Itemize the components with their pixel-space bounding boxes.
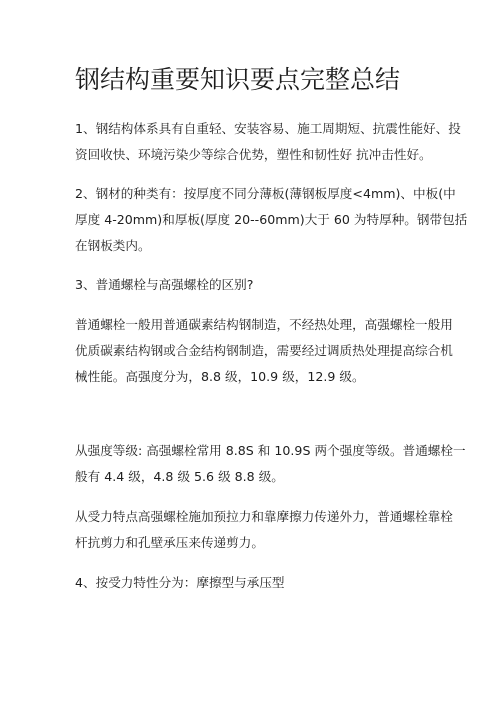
paragraph-line: 厚度 4-20mm)和厚板(厚度 20--60mm)大于 60 为特厚种。钢带包括: [75, 212, 468, 227]
paragraph-line: 般有 4.4 级，4.8 级 5.6 级 8.8 级。: [75, 469, 284, 484]
paragraph-7: [75, 570, 430, 596]
paragraph-line: 优质碳素结构钢或合金结构钢制造，需要经过调质热处理提高综合机: [75, 343, 453, 358]
paragraph-5: [75, 438, 466, 490]
paragraph-line: 普通螺栓一般用普通碳素结构钢制造，不经热处理，高强螺栓一般用: [75, 317, 453, 332]
paragraph-line: 1、钢结构体系具有自重轻、安装容易、施工周期短、抗震性能好、投: [75, 121, 461, 136]
paragraph-3: [75, 272, 430, 298]
paragraph-line: 资回收快、环境污染少等综合优势，塑性和韧性好 抗冲击性好。: [75, 147, 432, 162]
paragraph-4: [75, 312, 453, 390]
paragraph-line: 3、普通螺栓与高强螺栓的区别?: [75, 277, 254, 292]
paragraph-2: [75, 181, 468, 259]
paragraph-line: 2、钢材的种类有：按厚度不同分薄板(薄钢板厚度<4mm)、中板(中: [75, 186, 456, 201]
paragraph-1: [75, 116, 461, 168]
paragraph-line: 从强度等级: 高强螺栓常用 8.8S 和 10.9S 两个强度等级。普通螺栓一: [75, 443, 466, 458]
paragraph-line: 从受力特点高强螺栓施加预拉力和靠摩擦力传递外力，普通螺栓靠栓: [75, 509, 453, 524]
paragraph-line: 械性能。高强度分为，8.8 级，10.9 级，12.9 级。: [75, 369, 365, 384]
document-title: 钢结构重要知识要点完整总结: [75, 65, 401, 94]
paragraph-line: 4、按受力特性分为：摩擦型与承压型: [75, 575, 285, 590]
paragraph-line: 杆抗剪力和孔壁承压来传递剪力。: [75, 535, 264, 550]
paragraph-line: 在钢板类内。: [75, 238, 151, 253]
paragraph-6: [75, 504, 453, 556]
